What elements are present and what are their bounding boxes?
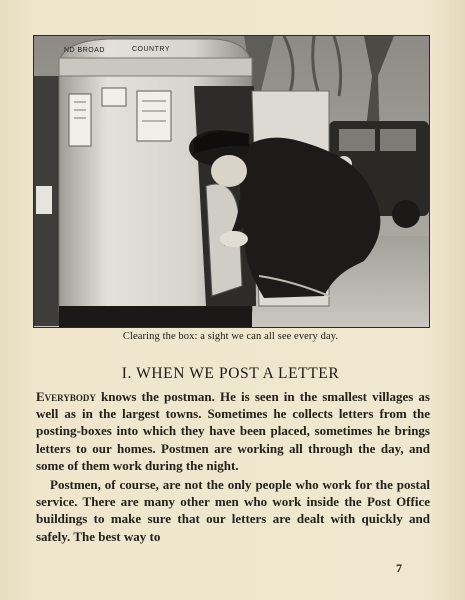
photograph-postman-clearing-box [33,35,430,328]
paragraph-1-lead-word: Everybody [36,389,96,404]
photo-caption: Clearing the box: a sight we can all see every day. [122,331,339,342]
box-sign-partial-text: ND BROAD [64,47,105,54]
paragraph-1-text: knows the postman. He is seen in the smallest villages as well as in the largest towns. Sometimes he collects letters from the posting-boxes into which they have been placed, sometimes he brings letters to our homes. Postmen are working all through the day, and some of them work during the night. [36,389,430,473]
paragraph-1 [36,388,430,474]
photo-illustration [34,36,429,327]
page-number: 7 [396,561,402,575]
box-sign-text: COUNTRY [132,46,170,53]
chapter-heading: I. WHEN WE POST A LETTER [121,365,340,382]
body-text [36,388,430,545]
paragraph-2: Postmen, of course, are not the only people who work for the postal service. There are many other men who work inside the Post Office buildings to make sure that our letters are dealt with quickly and safely. The best way to [36,477,430,544]
